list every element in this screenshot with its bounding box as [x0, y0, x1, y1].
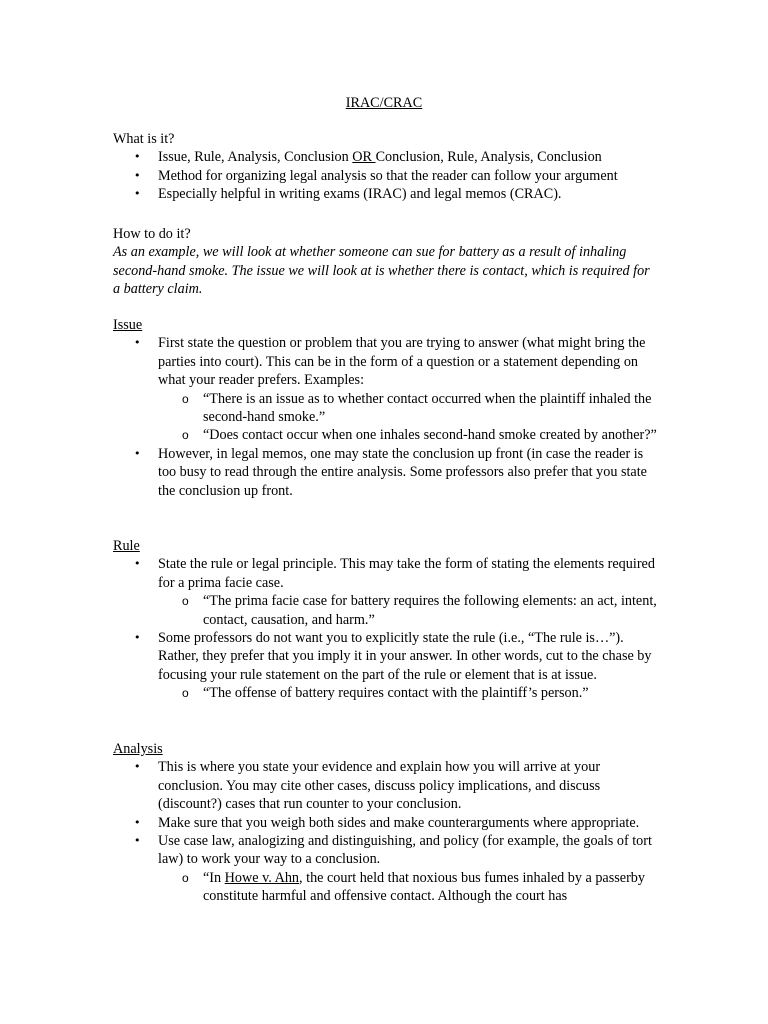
section-what-is-it	[113, 130, 658, 204]
bullet-icon: •	[134, 168, 141, 182]
sub-bullet-icon: o	[182, 594, 189, 609]
list-item: • This is where you state your evidence and explain how you will arrive at your conclusion. You may cite other cases, discuss policy implications, and discuss (discount?) cases that run counter to your conclusion.	[134, 759, 601, 813]
section-heading: Analysis	[113, 741, 163, 757]
bullet-list	[113, 334, 658, 500]
bullet-icon: •	[134, 815, 141, 829]
list-item: • Especially helpful in writing exams (IRAC) and legal memos (CRAC).	[134, 186, 562, 203]
section-analysis	[113, 740, 658, 906]
sub-list-item: o “The offense of battery requires contact with the plaintiff’s person.”	[182, 685, 589, 702]
bullet-icon: •	[134, 631, 141, 645]
sub-list-item: o “There is an issue as to whether contact occurred when the plaintiff inhaled the second-hand smoke.”	[182, 390, 652, 426]
section-heading: Issue	[113, 317, 143, 333]
bullet-list	[113, 148, 658, 203]
page-title: IRAC/CRAC	[345, 95, 423, 111]
bullet-icon: •	[134, 557, 141, 571]
example-paragraph: As an example, we will look at whether someone can sue for battery as a result of inhaling second-hand smoke. The issue we will look at is whether there is contact, which is required for a battery claim.	[113, 244, 650, 298]
bullet-icon: •	[134, 834, 141, 848]
sub-list-item: o “In Howe v. Ahn, the court held that noxious bus fumes inhaled by a passerby constitute harmful and offensive contact. Although the court has	[182, 869, 645, 905]
section-how-to-do-it	[113, 225, 658, 299]
bullet-list	[113, 758, 658, 905]
list-item: • However, in legal memos, one may state the conclusion up front (in case the reader is too busy to read through the entire analysis. Some professors also prefer that you state the conclusion up front.	[134, 445, 647, 499]
sub-list-item: o “The prima facie case for battery requires the following elements: an act, intent, contact, causation, and harm.”	[182, 593, 657, 628]
case-citation: Howe v. Ahn	[224, 869, 300, 886]
sub-bullet-icon: o	[182, 391, 189, 406]
list-item: • First state the question or problem that you are trying to answer (what might bring the parties into court). This can be in the form of a question or a statement depending on what your reader prefers. Examples: o “There is an issue as to whether contact occurred when the plaintiff inhaled the second-hand smoke.” o “Does contact occur when one inhales second-hand smoke created by another?”	[134, 335, 657, 444]
list-item: • Make sure that you weigh both sides and make counterarguments where appropriate.	[134, 814, 640, 831]
list-item: • Issue, Rule, Analysis, Conclusion OR Conclusion, Rule, Analysis, Conclusion	[134, 149, 602, 166]
list-item: • Some professors do not want you to explicitly state the rule (i.e., “The rule is…”). Rather, they prefer that you imply it in your answer. In other words, cut to the chase by focusing your rule statement on the part of the rule or element that is at issue. o “The offense of battery requires contact with the plaintiff’s person.”	[113, 629, 658, 703]
section-heading: How to do it?	[113, 226, 191, 242]
sub-bullet-list	[158, 684, 658, 702]
list-item: • State the rule or legal principle. This may take the form of stating the elements required for a prima facie case. o “The prima facie case for battery requires the following elements: an act, intent, contact, causation, and harm.”	[134, 556, 657, 628]
list-item: • Use case law, analogizing and distinguishing, and policy (for example, the goals of tort law) to work your way to a conclusion. o “In Howe v. Ahn, the court held that noxious bus fumes inhaled by a passerby constitute harmful and offensive contact. Although the court has	[113, 832, 658, 906]
sub-bullet-list	[158, 592, 658, 629]
sub-bullet-list	[158, 869, 658, 906]
section-heading: Rule	[113, 538, 140, 554]
emphasis-or: OR	[352, 149, 376, 166]
section-rule	[113, 537, 658, 703]
bullet-icon: •	[134, 187, 141, 201]
bullet-list	[113, 555, 658, 702]
bullet-icon: •	[134, 336, 141, 350]
section-issue	[113, 316, 658, 500]
bullet-icon: •	[134, 760, 141, 774]
sub-bullet-icon: o	[182, 686, 189, 701]
list-item: • Method for organizing legal analysis so that the reader can follow your argument	[134, 167, 618, 184]
section-heading: What is it?	[113, 131, 175, 147]
sub-bullet-icon: o	[182, 870, 189, 885]
sub-bullet-list	[158, 390, 658, 445]
sub-list-item: o “Does contact occur when one inhales second-hand smoke created by another?”	[182, 427, 657, 444]
sub-bullet-icon: o	[182, 428, 189, 443]
bullet-icon: •	[134, 150, 141, 164]
bullet-icon: •	[134, 446, 141, 460]
